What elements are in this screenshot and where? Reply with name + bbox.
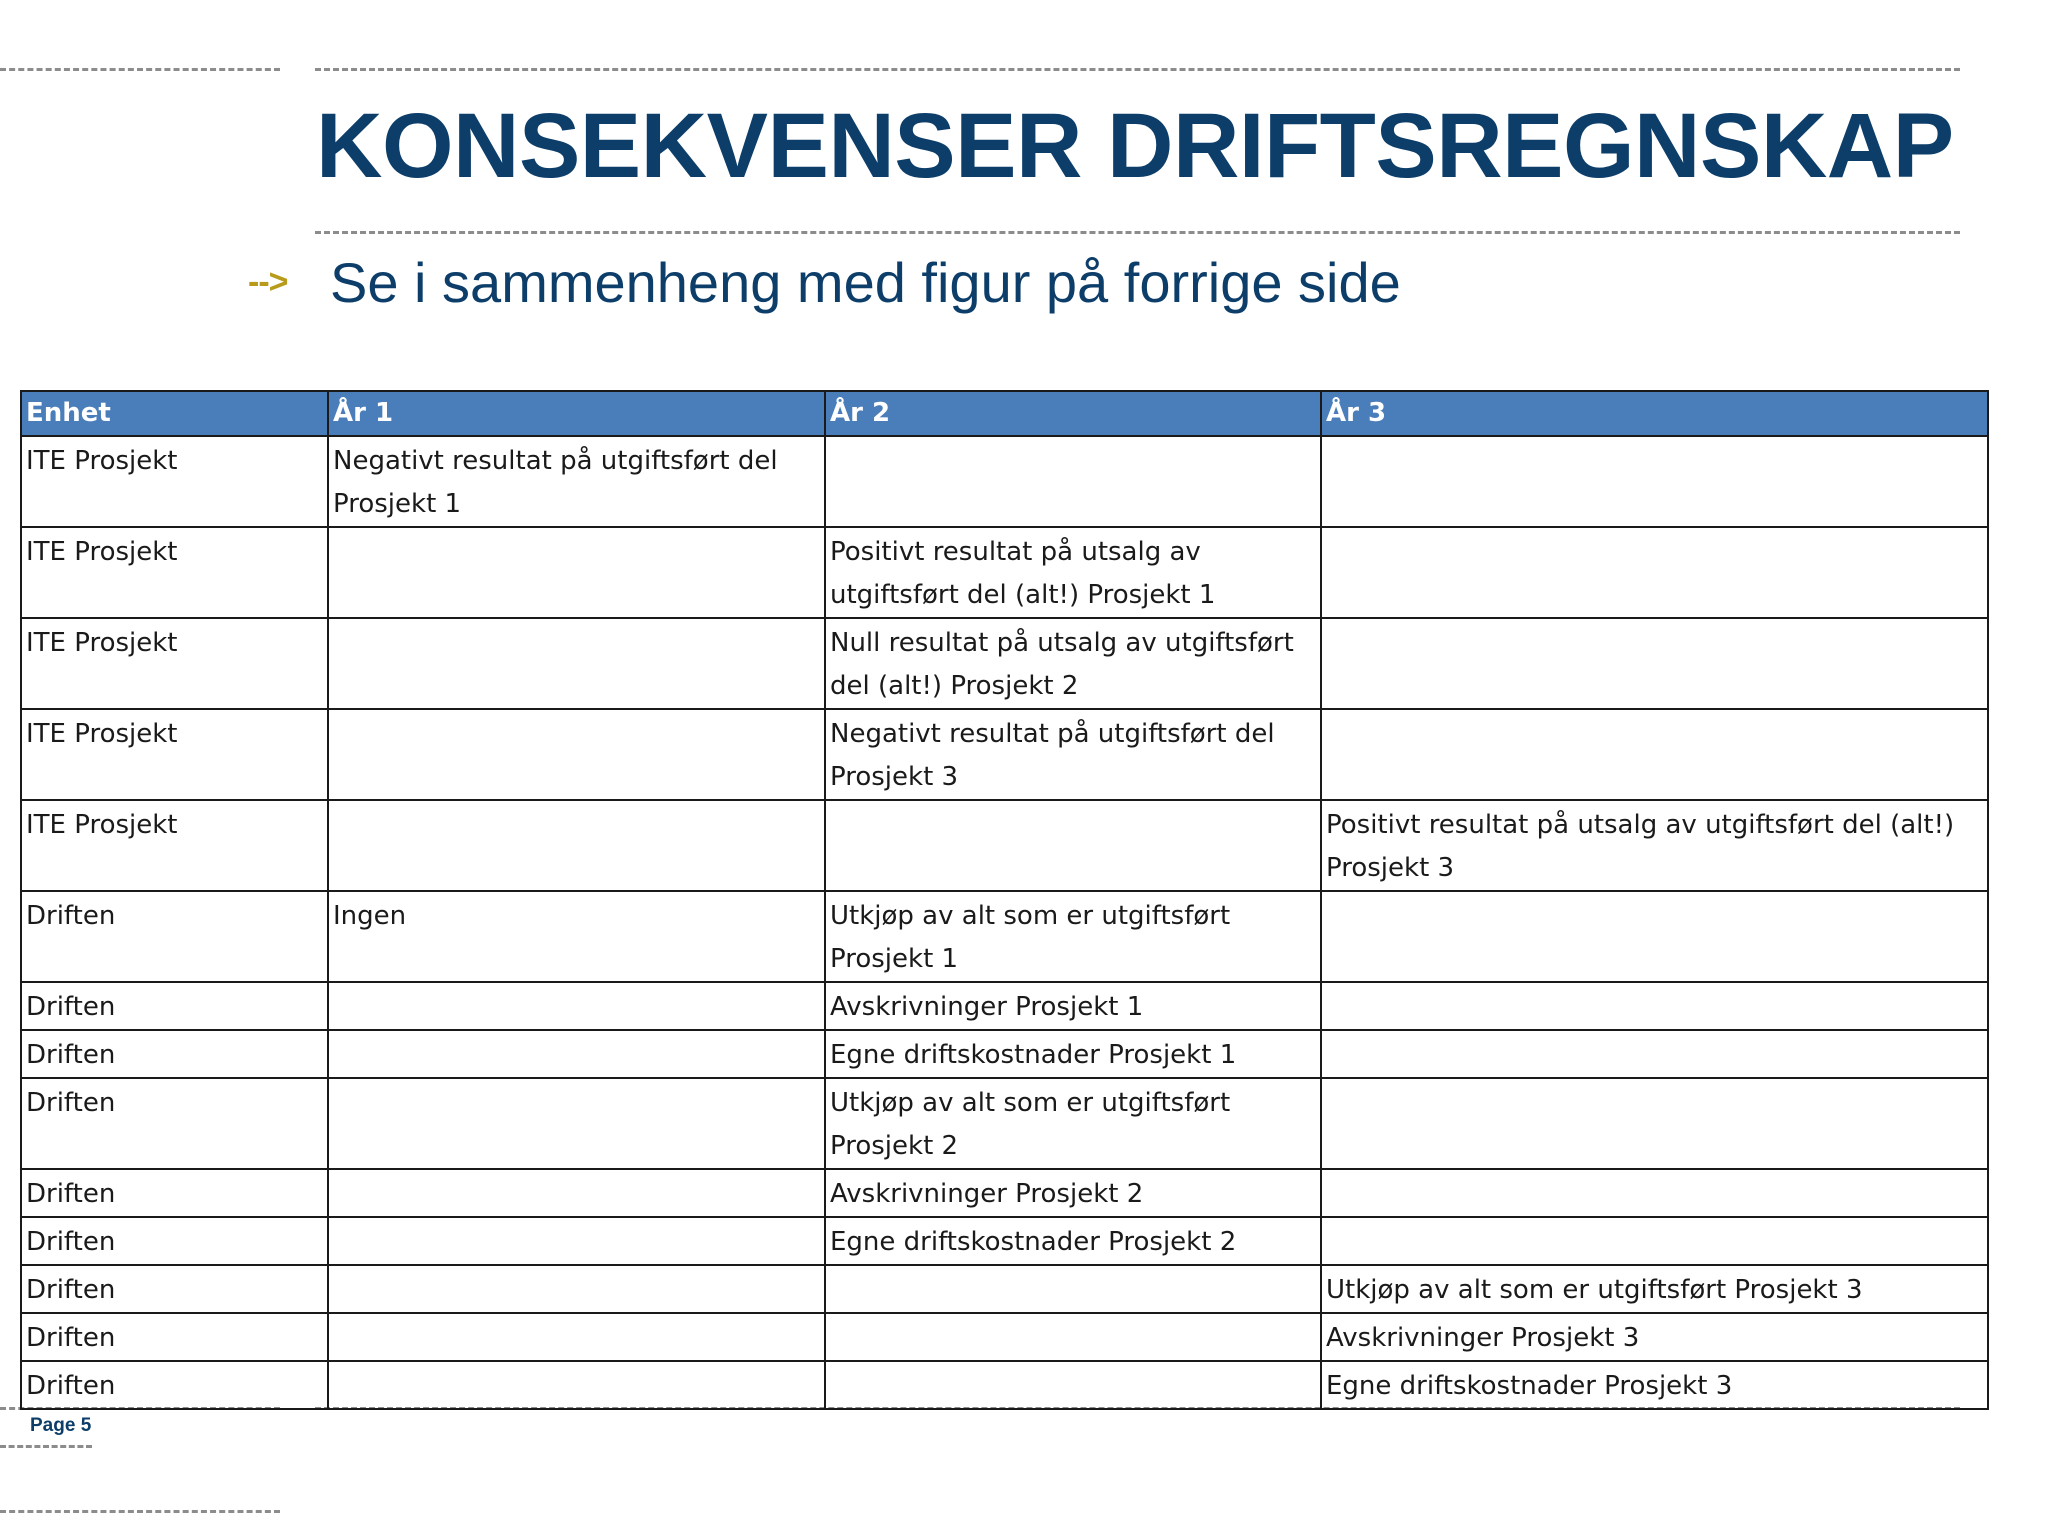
cell-enhet: Driften xyxy=(21,982,328,1030)
cell-year-3 xyxy=(1321,1030,1988,1078)
footer-dash-rule xyxy=(0,1510,280,1513)
cell-year-1 xyxy=(328,1078,825,1169)
header-year-3: År 3 xyxy=(1321,391,1988,436)
cell-enhet: Driften xyxy=(21,891,328,982)
page-label-underline-dash xyxy=(0,1445,92,1448)
cell-year-1 xyxy=(328,618,825,709)
cell-enhet: Driften xyxy=(21,1265,328,1313)
cell-year-1 xyxy=(328,1313,825,1361)
cell-year-2: Avskrivninger Prosjekt 1 xyxy=(825,982,1321,1030)
table-row xyxy=(21,1265,1988,1313)
table-row xyxy=(21,1030,1988,1078)
cell-year-3 xyxy=(1321,709,1988,800)
subtitle-bullet xyxy=(248,250,1401,315)
cell-year-1: Negativt resultat på utgiftsført del Prosjekt 1 xyxy=(328,436,825,527)
cell-year-1 xyxy=(328,1030,825,1078)
page-number-label: Page 5 xyxy=(30,1415,92,1436)
cell-year-1 xyxy=(328,800,825,891)
table-row xyxy=(21,527,1988,618)
cell-year-1: Ingen xyxy=(328,891,825,982)
table-row xyxy=(21,1169,1988,1217)
cell-year-3 xyxy=(1321,436,1988,527)
cell-enhet: ITE Prosjekt xyxy=(21,436,328,527)
cell-enhet: Driften xyxy=(21,1217,328,1265)
cell-year-2 xyxy=(825,800,1321,891)
table-row xyxy=(21,800,1988,891)
table-row xyxy=(21,1078,1988,1169)
cell-year-2 xyxy=(825,1313,1321,1361)
cell-year-2: Utkjøp av alt som er utgiftsført Prosjekt 2 xyxy=(825,1078,1321,1169)
cell-year-1 xyxy=(328,709,825,800)
cell-year-3 xyxy=(1321,527,1988,618)
cell-year-1 xyxy=(328,1217,825,1265)
cell-year-3: Egne driftskostnader Prosjekt 3 xyxy=(1321,1361,1988,1409)
cell-year-3: Positivt resultat på utsalg av utgiftsført del (alt!) Prosjekt 3 xyxy=(1321,800,1988,891)
cell-enhet: ITE Prosjekt xyxy=(21,800,328,891)
cell-year-1 xyxy=(328,982,825,1030)
cell-year-1 xyxy=(328,527,825,618)
cell-year-1 xyxy=(328,1361,825,1409)
cell-year-3 xyxy=(1321,982,1988,1030)
consequences-table xyxy=(20,390,1989,1410)
table-row xyxy=(21,1217,1988,1265)
cell-enhet: Driften xyxy=(21,1169,328,1217)
cell-year-3 xyxy=(1321,891,1988,982)
top-left-dash-rule xyxy=(0,68,280,71)
cell-year-3 xyxy=(1321,1078,1988,1169)
cell-year-3 xyxy=(1321,618,1988,709)
cell-year-2: Negativt resultat på utgiftsført del Prosjekt 3 xyxy=(825,709,1321,800)
cell-enhet: ITE Prosjekt xyxy=(21,527,328,618)
table-row xyxy=(21,618,1988,709)
cell-enhet: Driften xyxy=(21,1078,328,1169)
header-year-1: År 1 xyxy=(328,391,825,436)
header-year-2: År 2 xyxy=(825,391,1321,436)
cell-year-1 xyxy=(328,1169,825,1217)
cell-year-1 xyxy=(328,1265,825,1313)
cell-year-3 xyxy=(1321,1169,1988,1217)
cell-year-2: Avskrivninger Prosjekt 2 xyxy=(825,1169,1321,1217)
cell-enhet: Driften xyxy=(21,1313,328,1361)
title-underline-dash-rule xyxy=(315,231,1960,234)
cell-enhet: Driften xyxy=(21,1361,328,1409)
slide-title: KONSEKVENSER DRIFTSREGNSKAP xyxy=(316,95,1954,197)
cell-year-3: Avskrivninger Prosjekt 3 xyxy=(1321,1313,1988,1361)
cell-year-2: Utkjøp av alt som er utgiftsført Prosjekt 1 xyxy=(825,891,1321,982)
table-row xyxy=(21,1313,1988,1361)
cell-year-2: Egne driftskostnader Prosjekt 1 xyxy=(825,1030,1321,1078)
cell-year-2 xyxy=(825,1361,1321,1409)
cell-year-2 xyxy=(825,1265,1321,1313)
cell-year-2: Null resultat på utsalg av utgiftsført del (alt!) Prosjekt 2 xyxy=(825,618,1321,709)
table-row xyxy=(21,709,1988,800)
cell-year-3: Utkjøp av alt som er utgiftsført Prosjekt 3 xyxy=(1321,1265,1988,1313)
cell-year-2 xyxy=(825,436,1321,527)
header-enhet: Enhet xyxy=(21,391,328,436)
table-row xyxy=(21,982,1988,1030)
subtitle-text: Se i sammenheng med figur på forrige side xyxy=(330,251,1401,314)
cell-year-2: Egne driftskostnader Prosjekt 2 xyxy=(825,1217,1321,1265)
table-row xyxy=(21,1361,1988,1409)
cell-year-2: Positivt resultat på utsalg av utgiftsført del (alt!) Prosjekt 1 xyxy=(825,527,1321,618)
cell-enhet: ITE Prosjekt xyxy=(21,709,328,800)
table-row xyxy=(21,891,1988,982)
cell-enhet: Driften xyxy=(21,1030,328,1078)
cell-enhet: ITE Prosjekt xyxy=(21,618,328,709)
arrow-bullet-icon: --> xyxy=(248,263,288,301)
table-row xyxy=(21,436,1988,527)
cell-year-3 xyxy=(1321,1217,1988,1265)
table-header-row xyxy=(21,391,1988,436)
top-right-dash-rule xyxy=(315,68,1960,71)
